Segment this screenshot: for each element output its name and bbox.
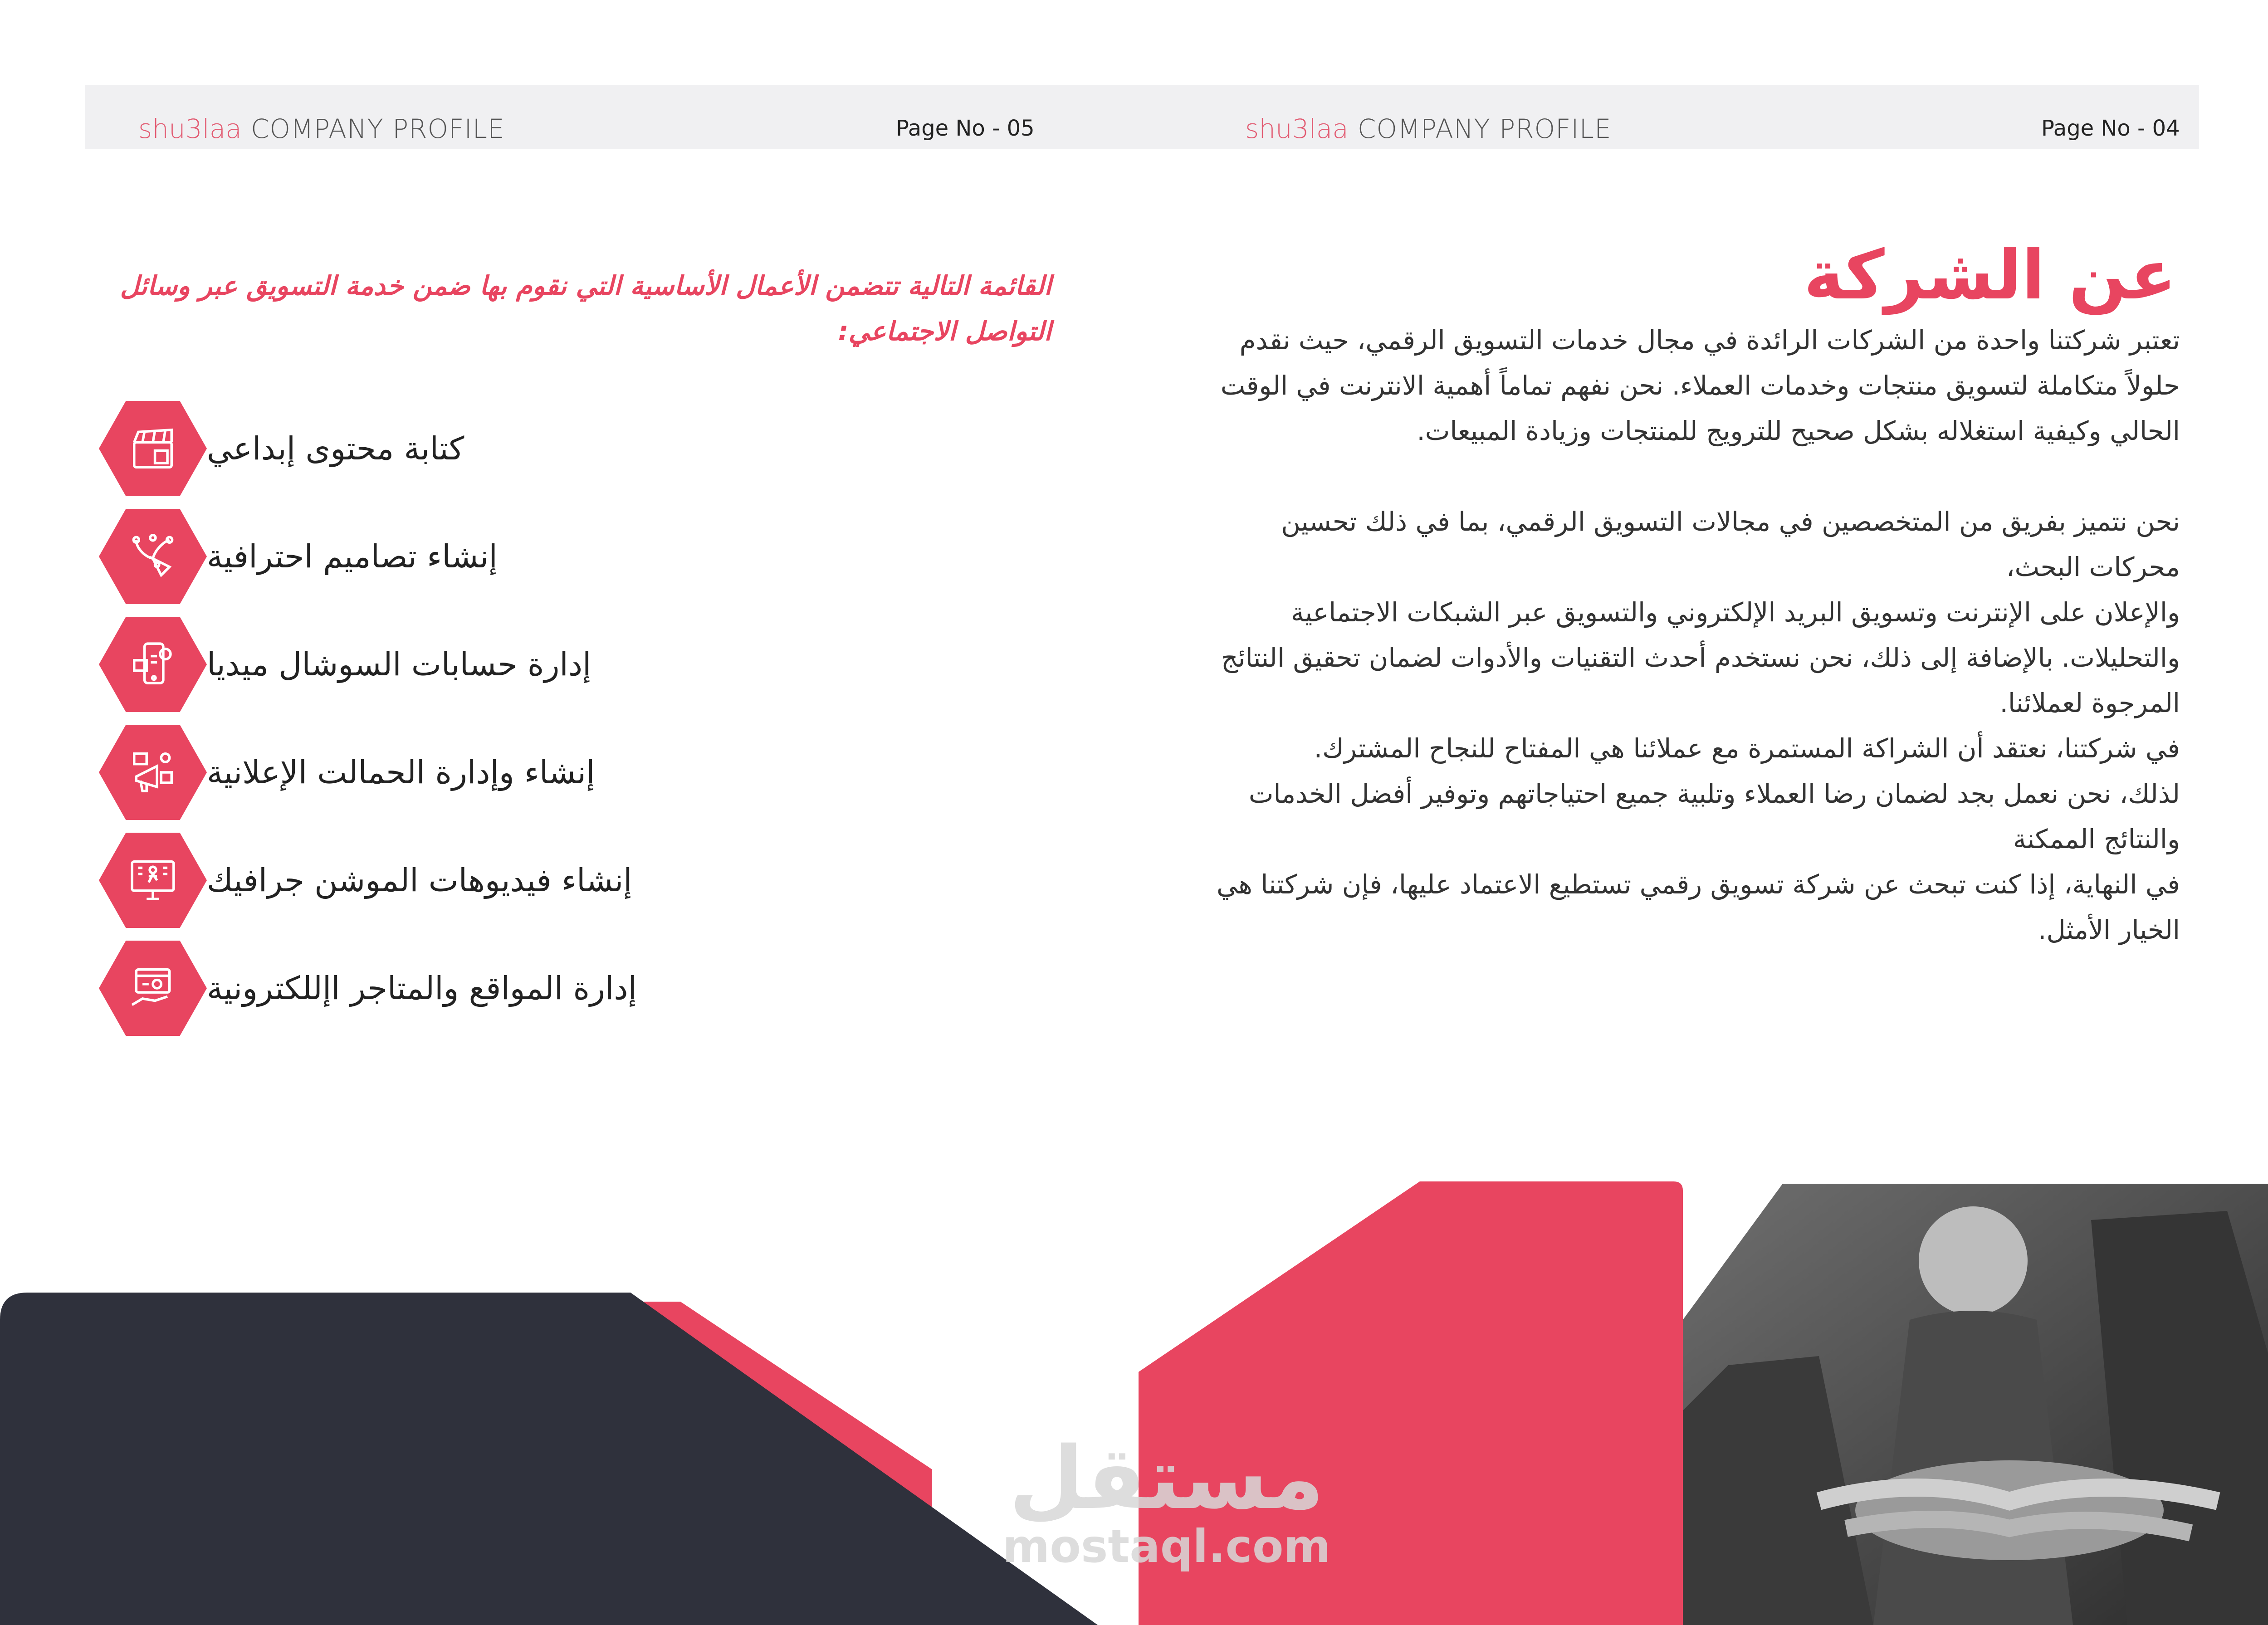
profile-label: COMPANY PROFILE xyxy=(1357,113,1612,144)
services-list xyxy=(99,395,1051,1042)
services-intro: القائمة التالية تتضمن الأعمال الأساسية التي نقوم بها ضمن خدمة التسويق عبر وسائل التواصل الاجتماعي: xyxy=(120,270,1051,346)
service-item xyxy=(99,610,1051,718)
about-paragraph-1: تعتبر شركتنا واحدة من الشركات الرائدة في مجال خدمات التسويق الرقمي، حيث نقدم حلولاً متكاملة لتسويق منتجات وخدمات العملاء. نحن نفهم تماماً أهمية الانترنت في الوقت الحالي وكيفية استغلاله بشكل صحيح للترويج للمنتجات وزيادة المبيعات. xyxy=(1220,325,2180,446)
about-title: عن الشركة xyxy=(1804,236,2176,315)
team-hands-photo xyxy=(1683,1184,2268,1625)
service-label: إدارة حسابات السوشال ميديا xyxy=(207,646,591,683)
watermark xyxy=(1002,1428,1331,1573)
service-hex xyxy=(99,941,207,1036)
about-paragraph-2: نحن نتميز بفريق من المتخصصين في مجالات التسويق الرقمي، بما في ذلك تحسين محركات البحث، xyxy=(1281,506,2180,582)
brand-name: shu3laa xyxy=(1245,113,1349,144)
service-item xyxy=(99,395,1051,503)
service-label: إنشاء تصاميم احترافية xyxy=(207,538,498,575)
service-hex xyxy=(99,617,207,712)
service-item xyxy=(99,503,1051,610)
megaphone-ads-icon xyxy=(128,747,178,797)
about-paragraph-6: في النهاية، إذا كنت تبحث عن شركة تسويق رقمي تستطيع الاعتماد عليها، فإن شركتنا هي الخيار الأمثل. xyxy=(1217,869,2180,945)
service-label: إنشاء وإدارة الحمالت الإعلانية xyxy=(207,754,595,791)
about-text xyxy=(1196,317,2180,952)
monitor-video-icon xyxy=(128,855,178,905)
service-hex xyxy=(99,833,207,928)
service-item xyxy=(99,826,1051,934)
page-number-left: Page No - 05 xyxy=(896,116,1035,141)
pen-tool-icon xyxy=(128,532,178,581)
about-paragraph-3: والإعلان على الإنترنت وتسويق البريد الإلكتروني والتسويق عبر الشبكات الاجتماعية والتحليلات. بالإضافة إلى ذلك، نحن نستخدم أحدث التقنيات والأدوات لضمان تحقيق النتائج المرجوة لعملائنا. xyxy=(1221,597,2180,718)
service-label: إنشاء فيديوهات الموشن جرافيك xyxy=(207,862,632,899)
decorative-shapes-left xyxy=(0,1293,1134,1625)
web-store-hand-icon xyxy=(128,963,178,1013)
service-item xyxy=(99,718,1051,826)
about-paragraph-5: لذلك، نحن نعمل بجد لضمان رضا العملاء وتلبية جميع احتياجاتهم وتوفير أفضل الخدمات والنتائج الممكنة xyxy=(1248,778,2180,854)
watermark-latin: mostaql.com xyxy=(1002,1520,1331,1573)
service-hex xyxy=(99,725,207,820)
about-paragraph-4: في شركتنا، نعتقد أن الشراكة المستمرة مع عملائنا هي المفتاح للنجاح المشترك. xyxy=(1314,733,2180,764)
clapperboard-icon xyxy=(128,424,178,473)
header-right-brand xyxy=(1245,113,1612,144)
page-number-right: Page No - 04 xyxy=(2041,116,2180,141)
brand-name: shu3laa xyxy=(138,113,242,144)
watermark-arabic: مستقل xyxy=(1009,1428,1325,1528)
service-label: إدارة المواقع والمتاجر اإللكترونية xyxy=(207,970,637,1007)
service-label: كتابة محتوى إبداعي xyxy=(207,430,464,467)
service-hex xyxy=(99,401,207,496)
service-item xyxy=(99,934,1051,1042)
smartphone-social-icon xyxy=(128,639,178,689)
header-left-brand xyxy=(138,113,505,144)
profile-label: COMPANY PROFILE xyxy=(250,113,505,144)
service-hex xyxy=(99,509,207,604)
